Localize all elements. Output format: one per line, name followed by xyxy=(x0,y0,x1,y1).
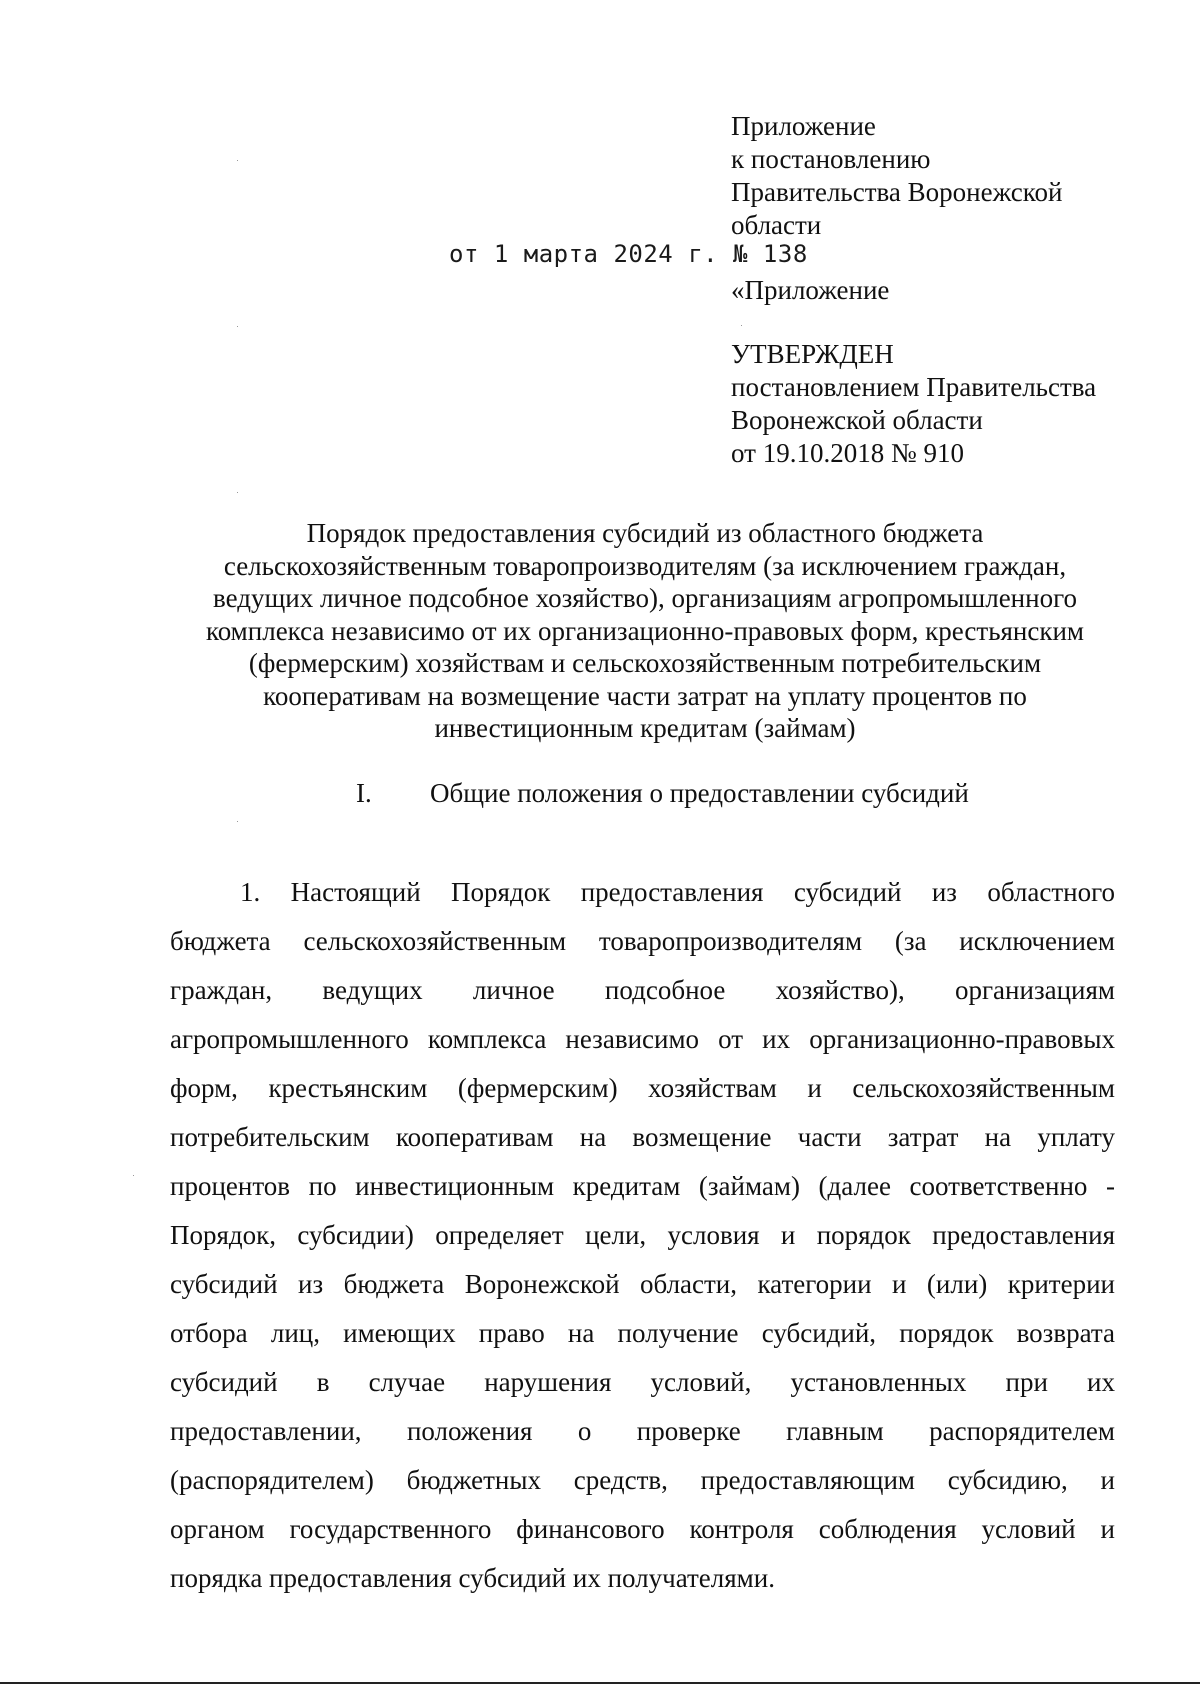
page-bottom-rule xyxy=(0,1682,1200,1684)
paragraph-line: отбора лиц, имеющих право на получение субсидий, порядок возврата xyxy=(170,1318,1115,1348)
title-line: (фермерским) хозяйствам и сельскохозяйственным потребительским xyxy=(248,648,1042,678)
scan-speck xyxy=(237,821,238,822)
section-number: I. xyxy=(356,778,372,808)
annex-line: к постановлению xyxy=(731,144,931,174)
paragraph-1 xyxy=(170,876,1115,1611)
paragraph-line: бюджета сельскохозяйственным товаропроизводителям (за исключением xyxy=(170,926,1115,956)
approval-line: Воронежской области xyxy=(731,405,983,435)
paragraph-line: агропромышленного комплекса независимо от их организационно-правовых xyxy=(170,1024,1115,1054)
title-line: кооперативам на возмещение части затрат на уплату процентов по xyxy=(263,680,1027,711)
paragraph-line: форм, крестьянским (фермерским) хозяйствам и сельскохозяйственным xyxy=(170,1073,1115,1103)
annex-line: Приложение xyxy=(731,111,876,141)
scan-speck xyxy=(237,160,238,161)
annex-line: области xyxy=(731,210,822,240)
paragraph-line: субсидий из бюджета Воронежской области, категории и (или) критерии xyxy=(170,1269,1115,1299)
approval-block xyxy=(731,338,1171,470)
approval-heading: УТВЕРЖДЕН xyxy=(731,339,894,369)
paragraph-line: процентов по инвестиционным кредитам (займам) (далее соответственно - xyxy=(170,1171,1115,1201)
paragraph-line: 1. Настоящий Порядок предоставления субсидий из областного xyxy=(240,877,1115,907)
paragraph-line: порядка предоставления субсидий их получателями. xyxy=(170,1563,775,1593)
scan-speck xyxy=(237,326,238,327)
title-line: инвестиционным кредитам (займам) xyxy=(434,713,856,743)
approval-line: от 19.10.2018 № 910 xyxy=(731,438,964,468)
annex-line: Правительства Воронежской xyxy=(731,177,1063,207)
paragraph-line: предоставлении, положения о проверке главным распорядителем xyxy=(170,1416,1115,1446)
scan-speck xyxy=(133,1175,134,1176)
title-line: ведущих личное подсобное хозяйство), организациям агропромышленного xyxy=(213,583,1077,613)
paragraph-line: граждан, ведущих личное подсобное хозяйство), организациям xyxy=(170,975,1115,1005)
annex-previous-label: «Приложение xyxy=(731,275,890,305)
paragraph-line: (распорядителем) бюджетных средств, предоставляющим субсидию, и xyxy=(170,1465,1115,1495)
section-title: Общие положения о предоставлении субсидий xyxy=(430,778,969,808)
scan-speck xyxy=(237,492,238,493)
title-line: комплекса независимо от их организационно-правовых форм, крестьянским xyxy=(205,615,1085,646)
paragraph-line: органом государственного финансового контроля соблюдения условий и xyxy=(170,1514,1115,1544)
paragraph-line: субсидий в случае нарушения условий, установленных при их xyxy=(170,1367,1115,1397)
paragraph-line: потребительским кооперативам на возмещение части затрат на уплату xyxy=(170,1122,1115,1152)
document-title xyxy=(120,517,1170,745)
annex-header xyxy=(731,110,1151,242)
title-line: Порядок предоставления субсидий из областного бюджета xyxy=(306,518,984,548)
registration-stamp: от 1 марта 2024 г. № 138 xyxy=(449,240,808,268)
paragraph-line: Порядок, субсидии) определяет цели, условия и порядок предоставления xyxy=(170,1220,1115,1250)
title-line: сельскохозяйственным товаропроизводителям (за исключением граждан, xyxy=(223,550,1067,581)
scan-speck xyxy=(741,325,742,326)
approval-line: постановлением Правительства xyxy=(731,372,1097,402)
